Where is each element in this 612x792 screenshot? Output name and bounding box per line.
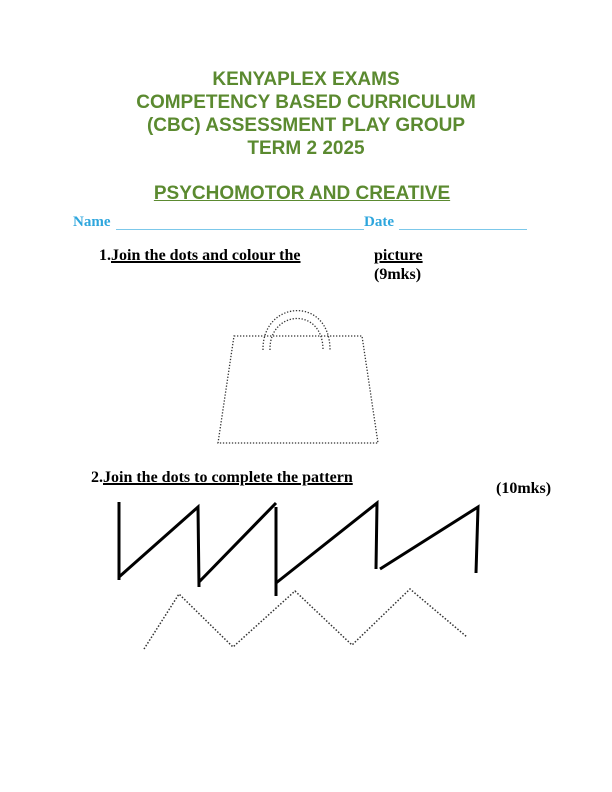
name-label: Name xyxy=(73,214,111,230)
question-1-text: Join the dots and colour the xyxy=(111,247,301,264)
question-2-marks: (10mks) xyxy=(496,480,552,497)
dotted-bag-picture[interactable] xyxy=(218,311,378,443)
date-label: Date xyxy=(364,214,394,230)
question-1-marks: (9mks) xyxy=(374,266,422,283)
dotted-zigzag-pattern[interactable] xyxy=(144,589,467,649)
solid-zigzag-example xyxy=(119,502,478,596)
header-line-1: KENYAPLEX EXAMS xyxy=(212,69,400,90)
question-1-number: 1. xyxy=(99,247,111,264)
subject-title: PSYCHOMOTOR AND CREATIVE xyxy=(153,183,451,204)
question-1-text-2: picture xyxy=(374,247,423,264)
header-line-3: (CBC) ASSESSMENT PLAY GROUP xyxy=(146,115,466,136)
question-2-number: 2. xyxy=(91,469,103,486)
question-2-text: Join the dots to complete the pattern xyxy=(103,469,353,486)
header-line-2: COMPETENCY BASED CURRICULUM xyxy=(136,92,476,113)
header-line-4: TERM 2 2025 xyxy=(247,138,365,159)
